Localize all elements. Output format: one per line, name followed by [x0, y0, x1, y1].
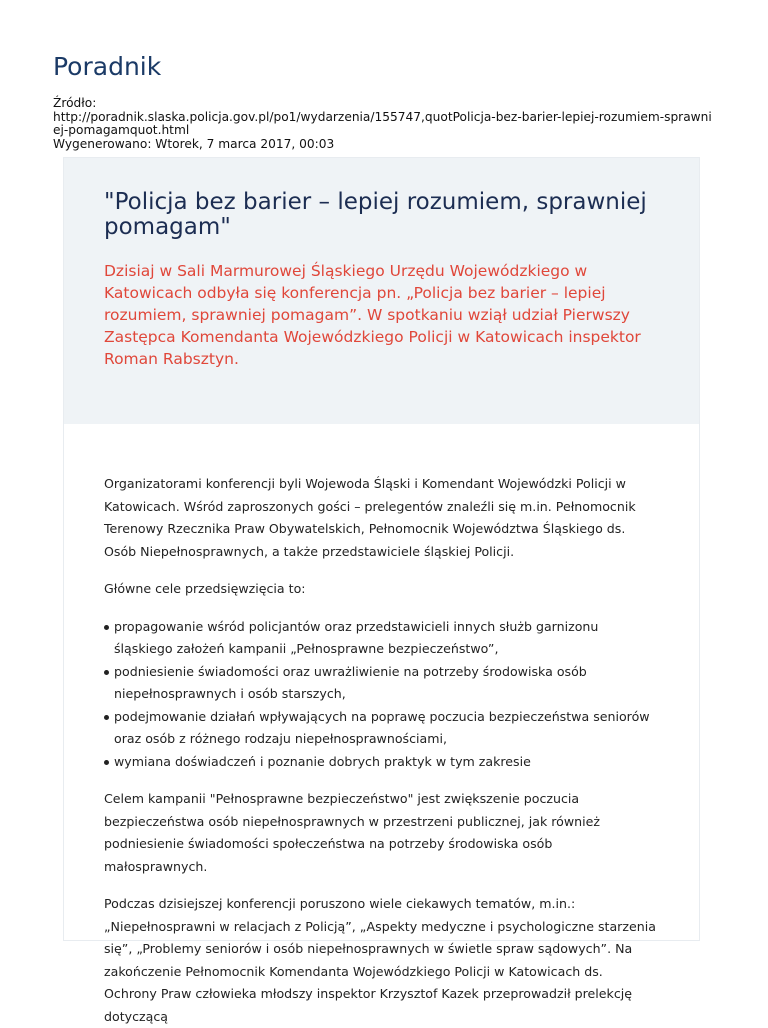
- article-lead: Dzisiaj w Sali Marmurowej Śląskiego Urzędu Wojewódzkiego w Katowicach odbyła się konferencja pn. „Policja bez barier – lepiej rozumiem, sprawniej pomagam”. W spotkaniu wziął udział Pierwszy Zastępca Komendanta Wojewódzkiego Policji w Katowicach inspektor Roman Rabsztyn.: [104, 262, 641, 368]
- goals-list-item: propagowanie wśród policjantów oraz przedstawicieli innych służb garnizonu śląskiego założeń kampanii „Pełnosprawne bezpieczeństwo”,: [104, 616, 659, 661]
- source-url-line-1[interactable]: http://poradnik.slaska.policja.gov.pl/po1/wydarzenia/155747,quotPolicja-bez-barier-lepiej-rozumiem-sprawni: [53, 109, 712, 124]
- goals-intro: Główne cele przedsięwzięcia to:: [104, 581, 306, 596]
- goals-list-item: podniesienie świadomości oraz uwrażliwienie na potrzeby środowiska osób niepełnosprawnych i osób starszych,: [104, 661, 659, 706]
- site-title: Poradnik: [53, 52, 162, 81]
- article-body: [64, 424, 699, 1028]
- document-meta: [53, 97, 733, 151]
- goals-list-item: podejmowanie działań wpływających na poprawę poczucia bezpieczeństwa seniorów oraz osób z różnego rodzaju niepełnosprawnościami,: [104, 706, 659, 751]
- article-paragraph-2: Celem kampanii "Pełnosprawne bezpieczeństwo" jest zwiększenie poczucia bezpieczeństwa osób niepełnosprawnych w przestrzeni publicznej, jak również podniesienie świadomości społeczeństwa na potrzeby środowiska osób małosprawnych.: [104, 791, 601, 874]
- article-header: [64, 158, 699, 424]
- goals-list: [104, 616, 659, 774]
- article-paragraph-3: Podczas dzisiejszej konferencji poruszono wiele ciekawych tematów, m.in.: „Niepełnosprawni w relacjach z Policją”, „Aspekty medyczne i psychologiczne starzenia się”, „Problemy seniorów i osób niepełnosprawnych w świetle spraw sądowych”. Na zakończenie Pełnomocnik Komendanta Wojewódzkiego Policji w Katowicach ds. Ochrony Praw człowieka młodszy inspektor Krzysztof Kazek przeprowadził prelekcję dotyczącą: [104, 896, 656, 1024]
- source-url-line-2[interactable]: ej-pomagamquot.html: [53, 123, 190, 137]
- article-title: "Policja bez barier – lepiej rozumiem, sprawniej pomagam": [104, 189, 647, 240]
- source-label: Źródło:: [53, 96, 97, 110]
- generated-date: Wygenerowano: Wtorek, 7 marca 2017, 00:03: [53, 136, 335, 151]
- article-card: [63, 157, 700, 1024]
- goals-list-item: wymiana doświadczeń i poznanie dobrych praktyk w tym zakresie: [104, 751, 659, 774]
- article-paragraph-1: Organizatorami konferencji byli Wojewoda Śląski i Komendant Wojewódzki Policji w Katowicach. Wśród zaproszonych gości – prelegentów znaleźli się m.in. Pełnomocnik Terenowy Rzecznika Praw Obywatelskich, Pełnomocnik Województwa Śląskiego ds. Osób Niepełnosprawnych, a także przedstawiciele śląskiej Policji.: [104, 476, 636, 559]
